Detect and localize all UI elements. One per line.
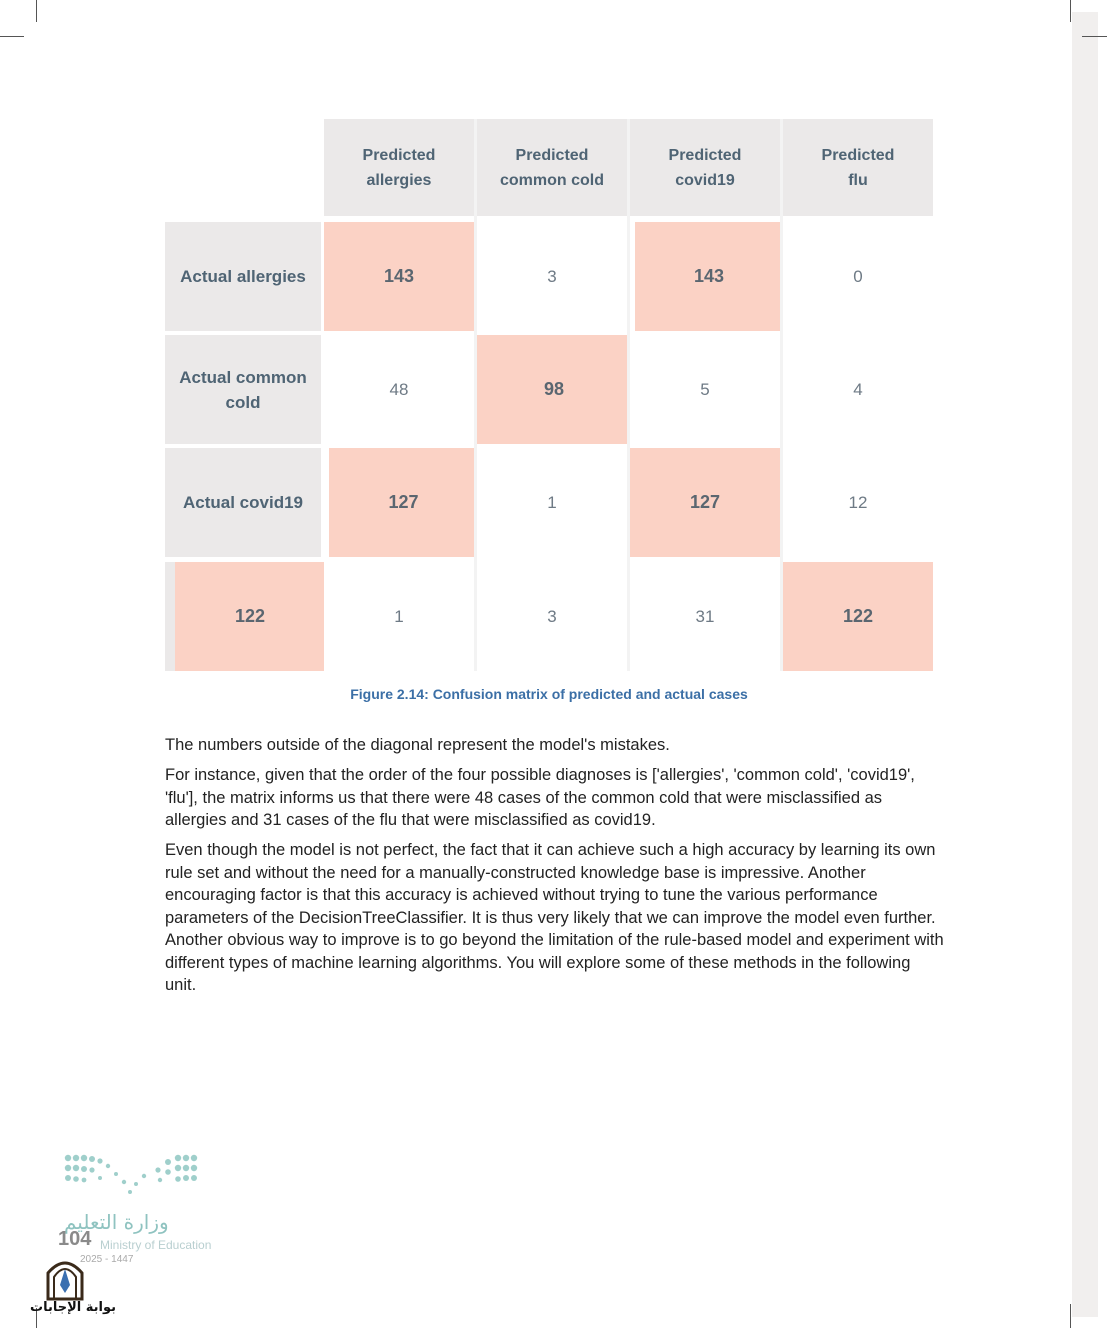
col-header-common-cold: Predicted common cold	[477, 119, 627, 216]
matrix-cell: 122	[783, 562, 933, 671]
matrix-cell: 127	[630, 448, 780, 557]
matrix-cell: 5	[630, 335, 780, 444]
portal-logo-icon	[44, 1255, 86, 1301]
matrix-cell: 3	[477, 562, 627, 671]
paragraph-3: Even though the model is not perfect, the fact that it can achieve such a high accuracy by learning its own rule set and without the need for a manually-constructed knowledge base is impressive. Another encouraging factor is that this accuracy is achieved without trying to tune the various performance parameters of the DecisionTreeClassifier. It is thus very likely that we can improve the model even further. Another obvious way to improve is to go beyond the limitation of the rule-based model and experiment with different types of machine learning algorithms. You will explore some of these methods in the following unit.	[165, 841, 944, 994]
column-divider	[474, 119, 477, 671]
col-header-covid19: Predicted covid19	[630, 119, 780, 216]
edition-year: 2025 - 1447	[80, 1254, 134, 1265]
ministry-name-arabic: وزارة التعليم	[64, 1210, 169, 1234]
matrix-cell: 4	[783, 335, 933, 444]
matrix-cell: 98	[477, 335, 631, 444]
matrix-cell: 143	[635, 222, 783, 331]
paragraph-2: For instance, given that the order of the four possible diagnoses is ['allergies', 'common cold', 'covid19', 'flu'], the matrix informs us that there were 48 cases of the common cold that were misclassified as allergies and 31 cases of the flu that were misclassified as covid19.	[165, 766, 915, 829]
matrix-cell: 1	[324, 562, 474, 671]
row-header-allergies: Actual allergies	[165, 222, 321, 331]
crop-mark	[1070, 1304, 1071, 1328]
row-header-flu: 122	[175, 562, 325, 671]
paragraph-1: The numbers outside of the diagonal represent the model's mistakes.	[165, 736, 670, 754]
matrix-cell: 1	[477, 448, 627, 557]
crop-mark	[1082, 36, 1107, 37]
matrix-cell: 12	[783, 448, 933, 557]
portal-name: بوابة الإجابات	[30, 1300, 116, 1315]
row-header-covid19: Actual covid19	[165, 448, 321, 557]
crop-mark	[0, 36, 24, 37]
matrix-cell: 3	[477, 222, 627, 331]
matrix-cell: 31	[630, 562, 780, 671]
matrix-cell: 48	[324, 335, 474, 444]
page-edge-strip	[1072, 12, 1098, 1317]
crop-mark	[36, 0, 37, 22]
column-divider	[627, 119, 630, 671]
page-number: 104	[58, 1228, 92, 1250]
matrix-cell: 0	[783, 222, 933, 331]
col-header-flu: Predicted flu	[783, 119, 933, 216]
row-header-common-cold: Actual common cold	[165, 335, 321, 444]
crop-mark	[1070, 0, 1071, 22]
column-divider	[780, 119, 783, 671]
matrix-cell: 127	[329, 448, 478, 557]
ministry-name-english: Ministry of Education	[100, 1238, 212, 1252]
matrix-cell: 143	[324, 222, 474, 331]
col-header-allergies: Predicted allergies	[324, 119, 474, 216]
row-header-edge	[165, 562, 175, 671]
figure-caption: Figure 2.14: Confusion matrix of predicted and actual cases	[350, 686, 748, 702]
ministry-logo-icon	[64, 1152, 200, 1200]
